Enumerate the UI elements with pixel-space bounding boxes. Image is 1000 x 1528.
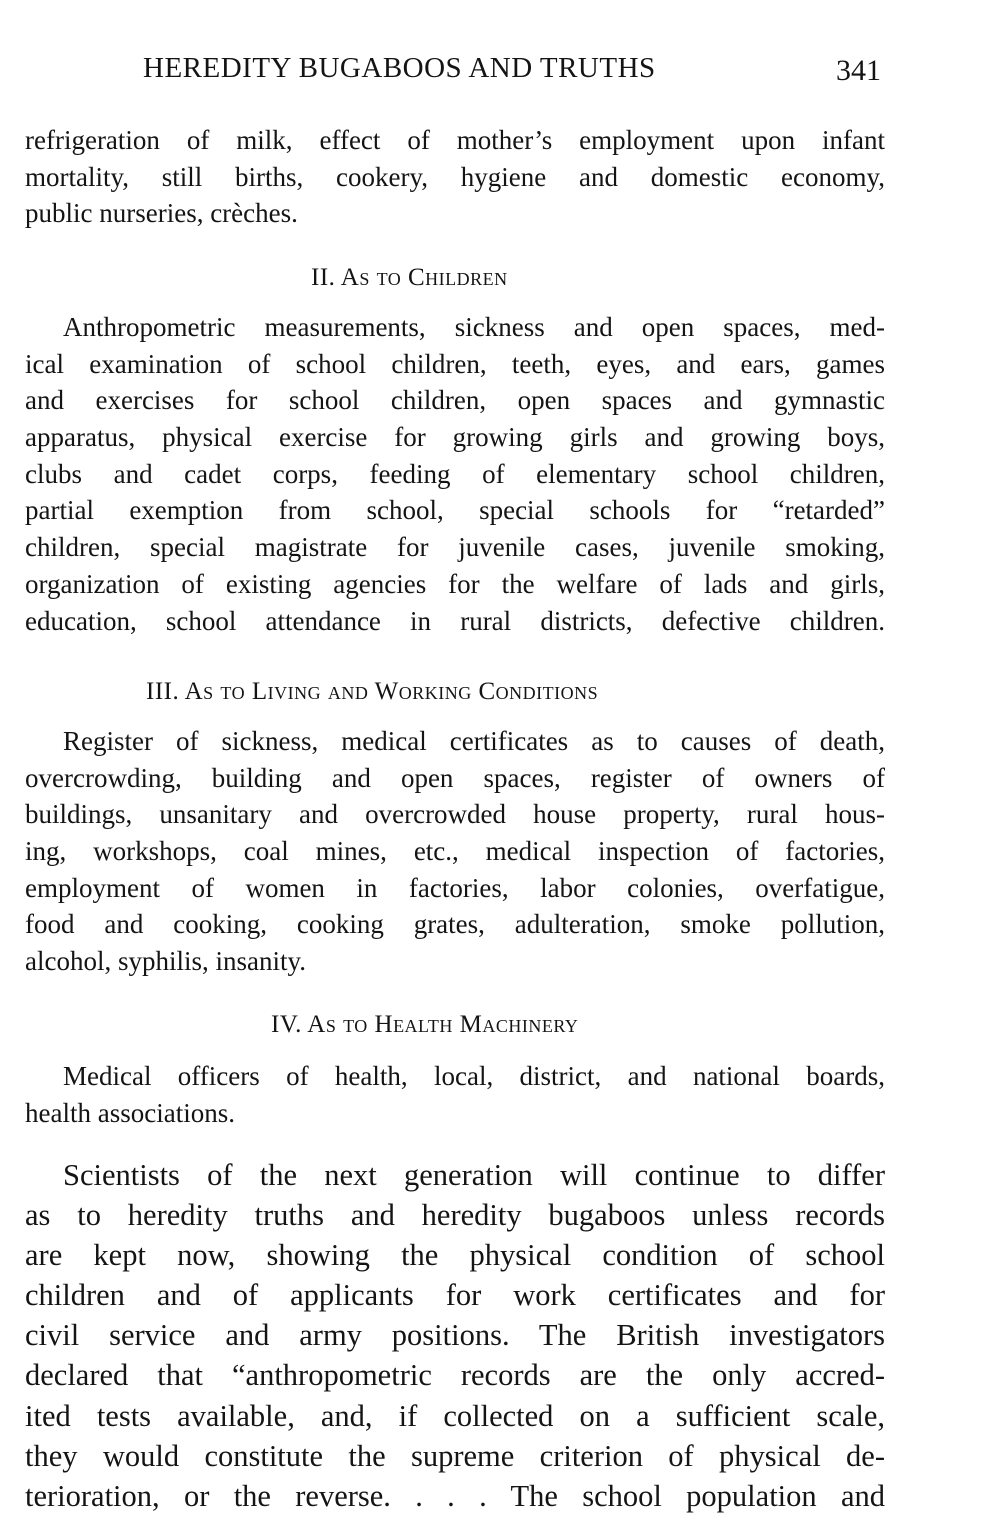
- text-line: terioration, or the reverse. . . . The school population and: [25, 1478, 885, 1513]
- text-line: and exercises for school children, open spaces and gymnastic: [25, 385, 885, 416]
- text-line: ing, workshops, coal mines, etc., medical inspection of factories,: [25, 836, 885, 867]
- intro-paragraph: [25, 122, 885, 232]
- text-line: as to heredity truths and heredity bugaboos unless records: [25, 1198, 885, 1233]
- text-line: mortality, still births, cookery, hygiene and domestic economy,: [25, 161, 885, 192]
- text-line: alcohol, syphilis, insanity.: [25, 946, 306, 977]
- text-line: children, special magistrate for juvenile cases, juvenile smoking,: [25, 532, 885, 563]
- text-line: Register of sickness, medical certificates as to causes of death,: [63, 726, 885, 756]
- text-line: children and of applicants for work certificates and for: [25, 1278, 885, 1313]
- text-line: food and cooking, cooking grates, adulteration, smoke pollution,: [25, 909, 885, 940]
- text-line: civil service and army positions. The British investigators: [25, 1318, 885, 1353]
- text-line: ited tests available, and, if collected on a sufficient scale,: [25, 1398, 885, 1433]
- text-line: ical examination of school children, teeth, eyes, and ears, games: [25, 348, 885, 379]
- section-heading-living-working: III. As to Living and Working Conditions: [146, 678, 599, 705]
- text-line: overcrowding, building and open spaces, register of owners of: [25, 762, 885, 793]
- section-heading-children: II. As to Children: [311, 264, 508, 291]
- text-line: public nurseries, crèches.: [25, 198, 298, 229]
- text-line: partial exemption from school, special schools for “retarded”: [25, 495, 885, 526]
- text-line: clubs and cadet corps, feeding of elementary school children,: [25, 458, 885, 489]
- text-line: Scientists of the next generation will continue to differ: [63, 1158, 885, 1192]
- body-paragraph: [25, 1155, 885, 1516]
- section-heading-health-machinery: IV. As to Health Machinery: [271, 1011, 579, 1038]
- text-line: education, school attendance in rural districts, defective children.: [25, 605, 885, 636]
- page-number: 341: [836, 54, 881, 87]
- text-line: health associations.: [25, 1097, 235, 1128]
- text-line: Anthropometric measurements, sickness and open spaces, med-: [63, 312, 885, 342]
- text-line: are kept now, showing the physical condition of school: [25, 1238, 885, 1273]
- section-paragraph-children: [25, 309, 885, 639]
- text-line: apparatus, physical exercise for growing girls and growing boys,: [25, 422, 885, 453]
- running-title: HEREDITY BUGABOOS AND TRUTHS: [143, 52, 656, 84]
- text-line: organization of existing agencies for the welfare of lads and girls,: [25, 568, 885, 599]
- text-line: declared that “anthropometric records are the only accred-: [25, 1358, 885, 1393]
- text-line: refrigeration of milk, effect of mother’s employment upon infant: [25, 125, 885, 155]
- text-line: they would constitute the supreme criterion of physical de-: [25, 1438, 885, 1473]
- text-line: Medical officers of health, local, district, and national boards,: [63, 1061, 885, 1091]
- section-paragraph-health-machinery: [25, 1058, 885, 1131]
- section-paragraph-living-working: [25, 723, 885, 980]
- text-line: buildings, unsanitary and overcrowded house property, rural hous-: [25, 799, 885, 830]
- text-line: employment of women in factories, labor colonies, overfatigue,: [25, 872, 885, 903]
